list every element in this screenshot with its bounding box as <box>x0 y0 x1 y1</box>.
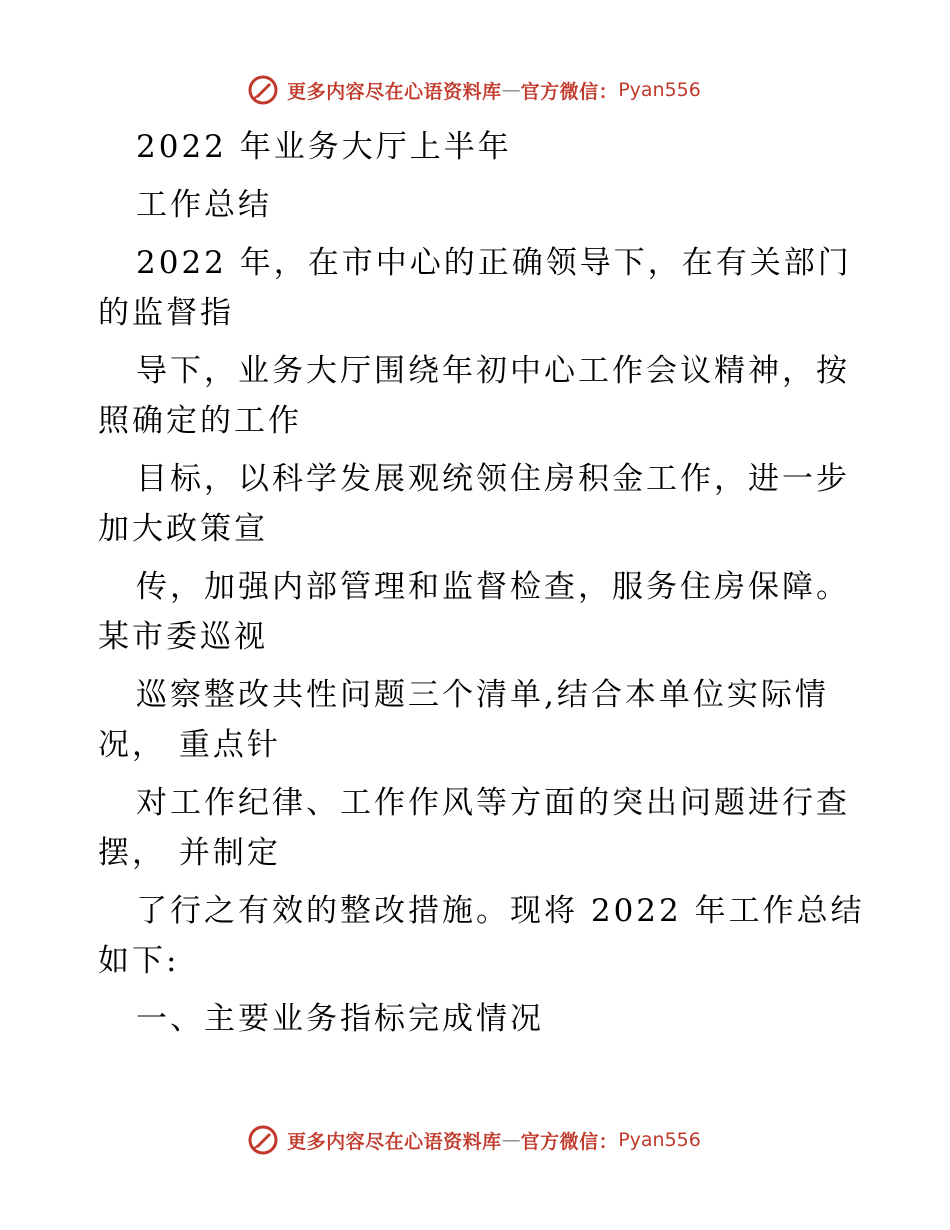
quill-circle-icon <box>247 1124 279 1156</box>
doc-paragraph-line: 对工作纪律、工作作风等方面的突出问题进行查 <box>136 785 850 821</box>
banner-dash: — <box>501 79 521 101</box>
document-body <box>98 122 865 1044</box>
footer-watermark-banner <box>0 1120 950 1160</box>
doc-section-heading: 一、主要业务指标完成情况 <box>136 1001 544 1037</box>
banner-text: 更多内容尽在心语资料库 <box>287 80 502 103</box>
doc-paragraph-line: 照确定的工作 <box>98 403 302 439</box>
header-watermark-banner <box>0 70 950 110</box>
doc-paragraph-line: 某市委巡视 <box>98 619 268 655</box>
doc-paragraph-line: 摆， 并制定 <box>98 835 281 871</box>
doc-paragraph-line: 的监督指 <box>98 295 234 331</box>
doc-paragraph-line: 目标，以科学发展观统领住房积金工作，进一步 <box>136 461 850 497</box>
doc-paragraph-line: 传，加强内部管理和监督检查，服务住房保障。 <box>136 569 850 605</box>
banner-dash: — <box>501 1129 521 1151</box>
banner-wechat-id: Pyan556 <box>618 79 701 101</box>
banner-text: 更多内容尽在心语资料库 <box>287 1130 502 1153</box>
doc-title-line-1: 2022 年业务大厅上半年 <box>136 129 512 165</box>
doc-paragraph-line: 况， 重点针 <box>98 727 281 763</box>
banner-wechat-id: Pyan556 <box>618 1129 701 1151</box>
quill-circle-icon <box>247 74 279 106</box>
doc-paragraph-line: 导下，业务大厅围绕年初中心工作会议精神，按 <box>136 353 850 389</box>
doc-paragraph-line: 加大政策宣 <box>98 511 268 547</box>
doc-paragraph-line: 2022 年，在市中心的正确领导下，在有关部门 <box>136 245 852 281</box>
banner-wechat-label: 官方微信： <box>520 80 619 103</box>
doc-paragraph-line: 巡察整改共性问题三个清单,结合本单位实际情 <box>136 677 829 713</box>
doc-title-line-2: 工作总结 <box>136 187 272 223</box>
doc-paragraph-line: 如下: <box>98 943 180 979</box>
banner-wechat-label: 官方微信： <box>520 1130 619 1153</box>
doc-paragraph-line: 了行之有效的整改措施。现将 2022 年工作总结 <box>136 893 865 929</box>
